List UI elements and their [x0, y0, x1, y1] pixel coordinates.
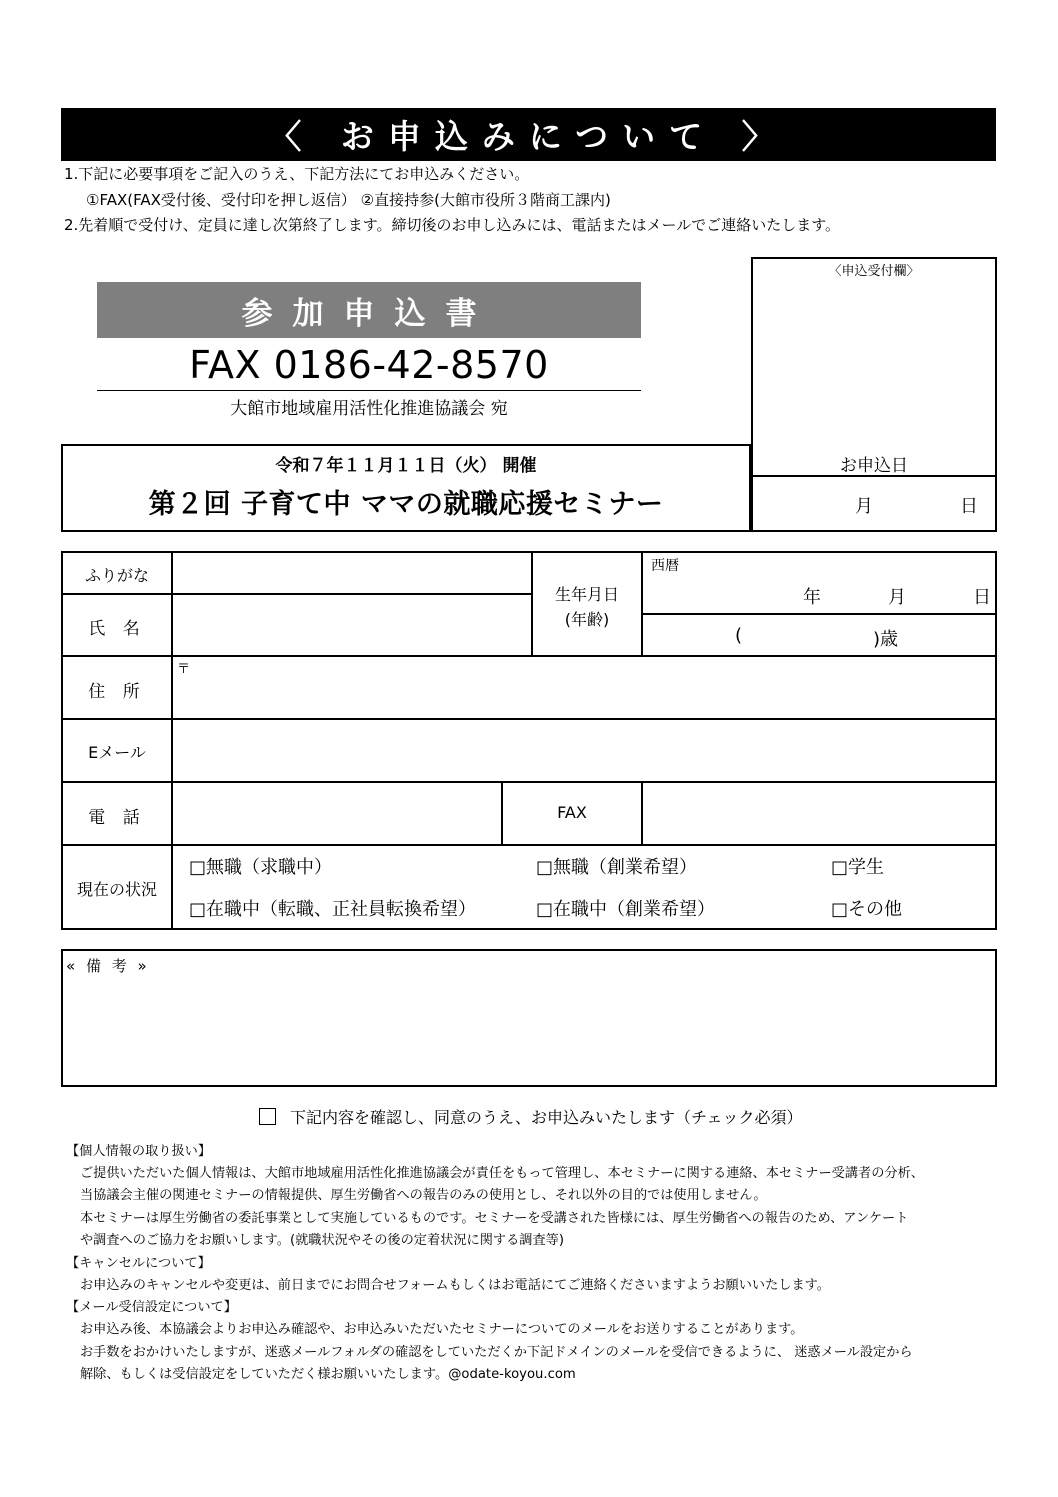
status-label: 現在の状況 [76, 880, 157, 899]
age-label: (年齢) [564, 610, 610, 629]
status-employed-job-change[interactable]: □在職中（転職、正社員転換希望） [189, 899, 477, 920]
agreement-checkbox[interactable] [259, 1108, 276, 1125]
receipt-stamp-area [751, 257, 997, 532]
privacy-text-4: や調査へのご協力をお願いします。(就職状況やその後の定着状況に関する調査等) [80, 1233, 564, 1248]
addressee: 大館市地域雇用活性化推進協議会 宛 [230, 399, 508, 419]
age-input[interactable]: )歳 [873, 629, 899, 650]
postal-mark: 〒 [177, 662, 191, 677]
agreement-text: 下記内容を確認し、同意のうえ、お申込みいたします（チェック必須） [290, 1108, 803, 1127]
fax-number: FAX 0186-42-8570 [97, 340, 641, 391]
form-title: 参加申込書 [97, 282, 641, 338]
instruction-line-2: ①FAX(FAX受付後、受付印を押し返信） ②直接持参(大館市役所３階商工課内) [86, 191, 611, 209]
agreement-row[interactable] [259, 1105, 802, 1128]
cancel-text-1: お申込みのキャンセルや変更は、前日までにお問合せフォームもしくはお電話にてご連絡くださいますようお願いいたします。 [80, 1278, 830, 1293]
status-unemployed-seeking[interactable]: □無職（求職中） [189, 857, 333, 878]
privacy-heading: 【個人情報の取り扱い】 [66, 1144, 212, 1159]
cancel-heading: 【キャンセルについて】 [66, 1256, 211, 1271]
application-month[interactable]: 月 [855, 496, 873, 517]
phone-input[interactable] [173, 783, 500, 843]
status-employed-startup[interactable]: □在職中（創業希望） [536, 899, 716, 920]
instruction-line-1: 1.下記に必要事項をご記入のうえ、下記方法にてお申込みください。 [64, 165, 530, 183]
privacy-text-2: 当協議会主催の関連セミナーの情報提供、厚生労働省への報告のみの使用とし、それ以外の目的では使用しません。 [80, 1188, 767, 1203]
age-open-paren: ( [735, 625, 743, 646]
fax-input[interactable] [643, 783, 995, 843]
name-label: 氏 名 [88, 619, 146, 639]
divider [641, 551, 643, 656]
phone-label: 電 話 [88, 808, 146, 828]
notes-input[interactable] [61, 949, 997, 1087]
mail-text-3: 解除、もしくは受信設定をしていただく様お願いいたします。@odate-koyou.com [80, 1367, 576, 1382]
event-date: 令和７年１１月１１日（火） 開催 [275, 456, 537, 476]
event-title: 第２回 子育て中 ママの就職応援セミナー [148, 489, 664, 520]
divider [61, 844, 997, 846]
privacy-text-1: ご提供いただいた個人情報は、大館市地域雇用活性化推進協議会が責任をもって管理し、本セミナーに関する連絡、本セミナー受講者の分析、 [80, 1166, 924, 1181]
mail-text-2: お手数をおかけいたしますが、迷惑メールフォルダの確認をしていただくか下記ドメインのメールを受信できるように、 迷惑メール設定から [80, 1345, 913, 1360]
notes-label: « 備 考 » [66, 957, 150, 975]
era-label: 西暦 [651, 558, 679, 574]
name-input[interactable] [173, 595, 530, 654]
section-banner: 〈 お申込みについて 〉 [61, 108, 996, 161]
furigana-input[interactable] [173, 553, 530, 593]
birth-year-input[interactable]: 年 [803, 587, 821, 608]
divider [641, 613, 997, 615]
mail-text-1: お申込み後、本協議会よりお申込み確認や、お申込みいただいたセミナーについてのメールをお送りすることがあります。 [80, 1322, 804, 1337]
birth-month-input[interactable]: 月 [888, 587, 906, 608]
status-unemployed-startup[interactable]: □無職（創業希望） [536, 857, 698, 878]
mail-heading: 【メール受信設定について】 [66, 1300, 237, 1315]
status-student[interactable]: □学生 [831, 857, 885, 878]
email-label: Eメール [88, 743, 146, 762]
status-other[interactable]: □その他 [831, 899, 903, 920]
birth-day-input[interactable]: 日 [973, 587, 991, 608]
birthdate-label: 生年月日 [554, 585, 619, 604]
address-input[interactable] [173, 657, 995, 717]
application-day[interactable]: 日 [960, 496, 978, 517]
application-date-label: お申込日 [840, 456, 908, 476]
email-input[interactable] [173, 720, 995, 780]
receipt-label: 〈申込受付欄〉 [828, 264, 920, 279]
address-label: 住 所 [88, 682, 146, 702]
privacy-text-3: 本セミナーは厚生労働省の委託事業として実施しているものです。セミナーを受講された皆様には、厚生労働省への報告のため、アンケート [80, 1211, 909, 1226]
fax-label: FAX [557, 803, 587, 822]
instruction-line-3: 2.先着順で受付け、定員に達し次第終了します。締切後のお申し込みには、電話またはメールでご連絡いたします。 [64, 216, 841, 234]
furigana-label: ふりがな [84, 566, 149, 585]
